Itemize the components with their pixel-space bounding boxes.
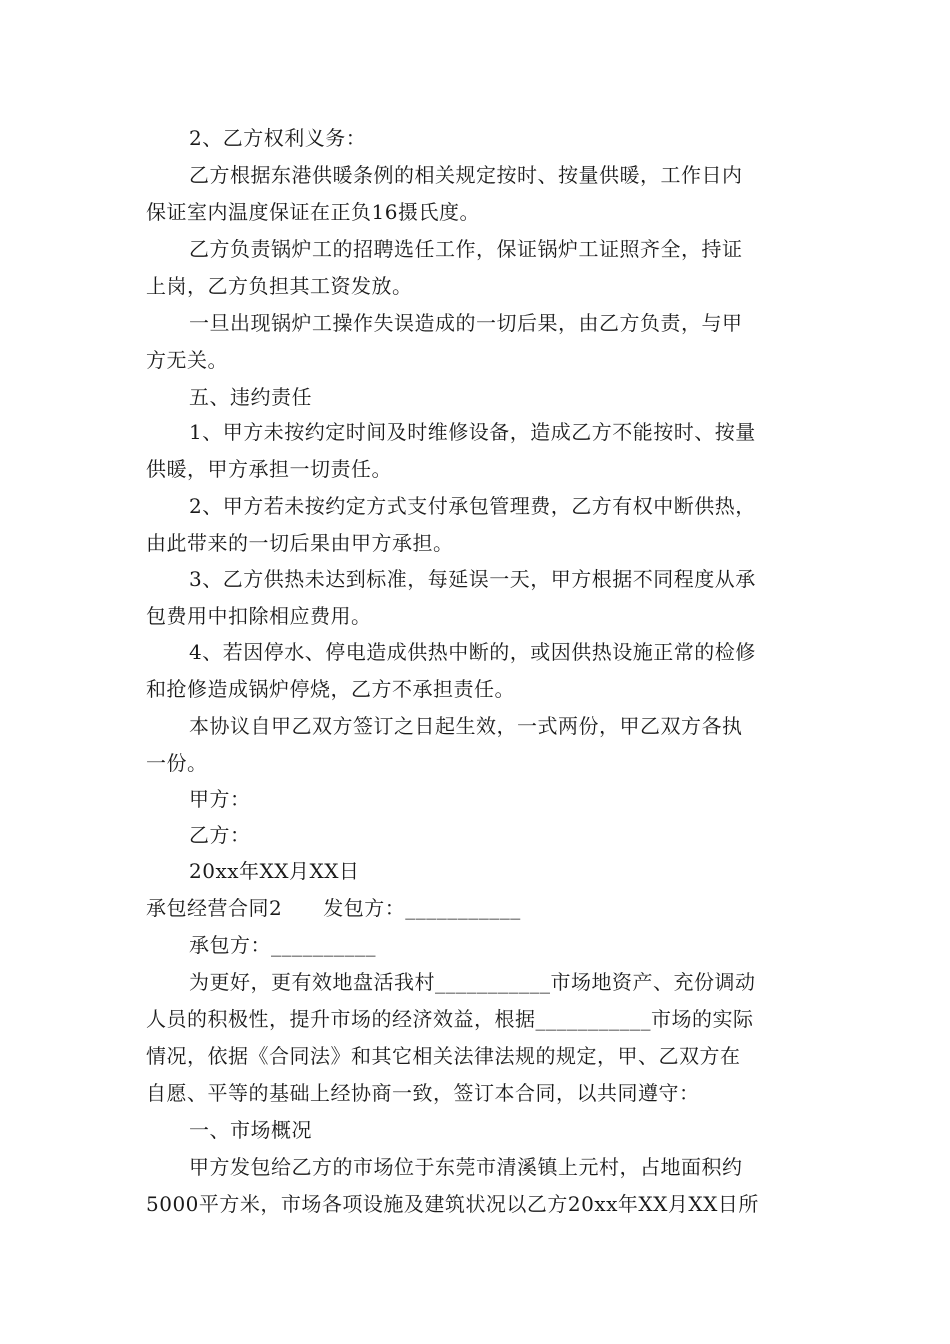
text-line: 方无关。 [146, 348, 228, 372]
text-line: 自愿、平等的基础上经协商一致，签订本合同，以共同遵守： [146, 1081, 700, 1105]
text-line: 一份。 [146, 751, 208, 775]
contract-title: 承包经营合同2 发包方：___________ [146, 896, 521, 920]
text-line: 3、乙方供热未达到标准，每延误一天，甲方根据不同程度从承 [189, 567, 756, 591]
text-line: 乙方负责锅炉工的招聘选任工作，保证锅炉工证照齐全，持证 [189, 237, 743, 261]
text-line: 乙方根据东港供暖条例的相关规定按时、按量供暖，工作日内 [189, 163, 743, 187]
text-line: 供暖，甲方承担一切责任。 [146, 457, 392, 481]
text-line: 情况，依据《合同法》和其它相关法律法规的规定，甲、乙双方在 [146, 1044, 741, 1068]
signature-party-a: 甲方： [189, 787, 251, 811]
signature-date: 20xx年XX月XX日 [189, 859, 360, 883]
section-heading: 五、违约责任 [189, 385, 312, 409]
text-line: 上岗，乙方负担其工资发放。 [146, 274, 413, 298]
text-line: 和抢修造成锅炉停烧，乙方不承担责任。 [146, 677, 515, 701]
text-line: 由此带来的一切后果由甲方承担。 [146, 531, 454, 555]
text-line: 1、甲方未按约定时间及时维修设备，造成乙方不能按时、按量 [189, 420, 756, 444]
text-line: 甲方发包给乙方的市场位于东莞市清溪镇上元村，占地面积约 [189, 1155, 743, 1179]
text-line: 5000平方米，市场各项设施及建筑状况以乙方20xx年XX月XX日所 [146, 1192, 759, 1216]
section-heading: 一、市场概况 [189, 1118, 312, 1142]
text-line: 承包方：__________ [189, 933, 376, 957]
text-line: 2、甲方若未按约定方式支付承包管理费，乙方有权中断供热， [189, 494, 756, 518]
text-line: 包费用中扣除相应费用。 [146, 604, 372, 628]
text-line: 一旦出现锅炉工操作失误造成的一切后果，由乙方负责，与甲 [189, 311, 743, 335]
text-line: 为更好，更有效地盘活我村___________市场地资产、充份调动 [189, 970, 756, 994]
text-line: 保证室内温度保证在正负16摄氏度。 [146, 200, 480, 224]
text-line: 2、乙方权利义务： [189, 126, 367, 150]
text-line: 人员的积极性，提升市场的经济效益，根据___________市场的实际 [146, 1007, 754, 1031]
signature-party-b: 乙方： [189, 823, 251, 847]
text-line: 本协议自甲乙双方签订之日起生效，一式两份，甲乙双方各执 [189, 714, 743, 738]
text-line: 4、若因停水、停电造成供热中断的，或因供热设施正常的检修 [189, 640, 756, 664]
